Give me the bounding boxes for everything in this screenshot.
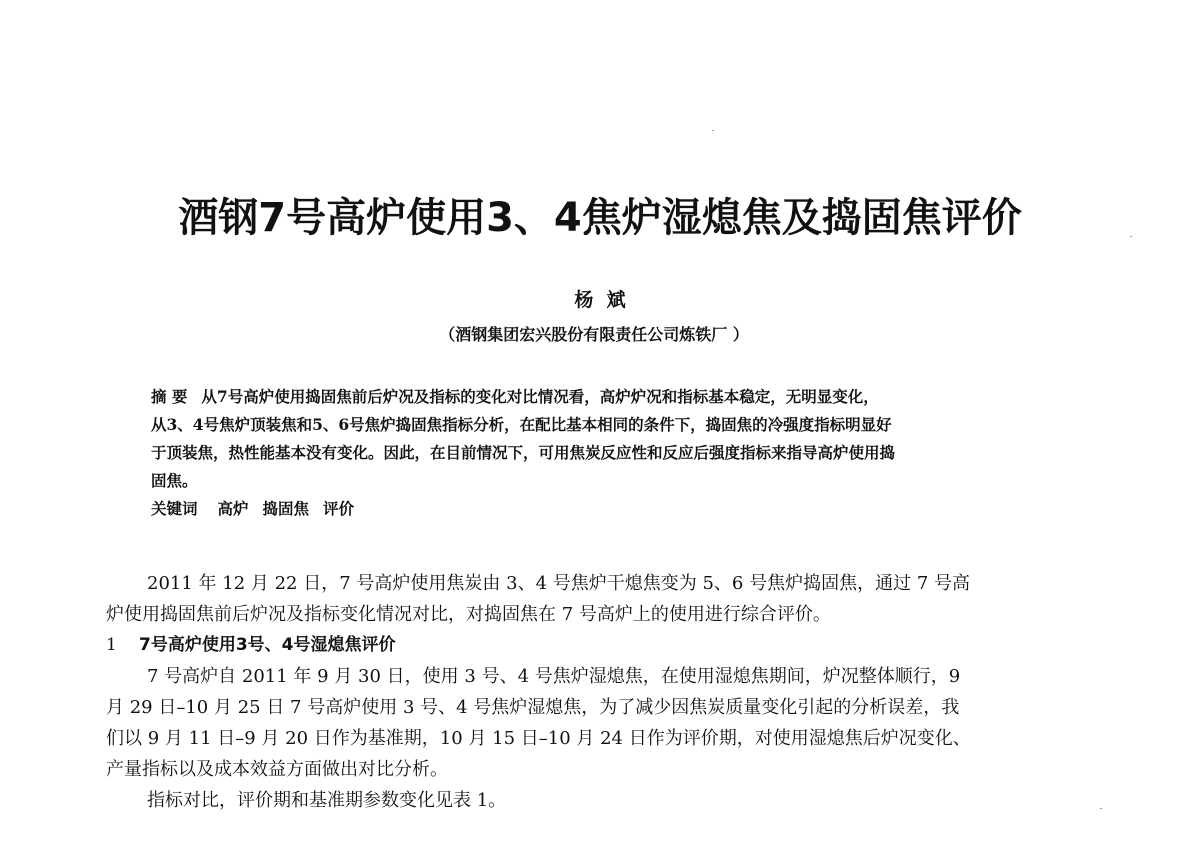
paper-title: 酒钢7号高炉使用3、4焦炉湿熄焦及捣固焦评价 (178, 195, 1022, 241)
paragraph-line: 2011 年 12 月 22 日，7 号高炉使用焦炭由 3、4 号焦炉干熄焦变为 5、6 号焦炉捣固焦，通过 7 号高 (147, 573, 970, 594)
abstract-line: 于顶装焦，热性能基本没有变化。因此，在目前情况下，可用焦炭反应性和反应后强度指标来指导高炉使用捣 (151, 443, 896, 462)
keywords-line (151, 495, 1051, 523)
scan-speck (712, 130, 714, 131)
abstract-label: 摘 要 (151, 387, 188, 406)
section-number: 1 (106, 635, 117, 655)
paragraph-line: 7 号高炉自 2011 年 9 月 30 日，使用 3 号、4 号焦炉湿熄焦，在使用湿熄焦期间，炉况整体顺行，9 (147, 666, 961, 687)
author-name: 杨 斌 (574, 289, 626, 311)
paragraph-line: 指标对比，评价期和基准期参数变化见表 1。 (147, 790, 507, 811)
abstract-text: 从7号高炉使用捣固焦前后炉况及指标的变化对比情况看，高炉炉况和指标基本稳定，无明显变化， (201, 387, 879, 406)
abstract-line: 从3、4号焦炉顶装焦和5、6号焦炉捣固焦指标分析，在配比基本相同的条件下，捣固焦的冷强度指标明显好 (151, 415, 892, 434)
paragraph-line: 炉使用捣固焦前后炉况及指标变化情况对比，对捣固焦在 7 号高炉上的使用进行综合评价。 (106, 604, 831, 625)
paragraph-line: 月 29 日–10 月 25 日 7 号高炉使用 3 号、4 号焦炉湿熄焦，为了减少因焦炭质量变化引起的分析误差，我 (106, 697, 960, 718)
keyword: 评价 (323, 499, 355, 518)
body-text (106, 568, 1081, 816)
keyword: 高炉 (217, 499, 249, 518)
abstract-line (151, 383, 1051, 411)
paragraph-line: 们以 9 月 11 日–9 月 20 日作为基准期，10 月 15 日–10 月 24 日作为评价期，对使用湿熄焦后炉况变化、 (106, 728, 971, 749)
abstract-line: 固焦。 (151, 471, 198, 490)
author-affiliation: （酒钢集团宏兴股份有限责任公司炼铁厂 ） (439, 325, 749, 344)
paragraph-line: 产量指标以及成本效益方面做出对比分析。 (106, 759, 448, 780)
keywords-label: 关键词 (151, 499, 198, 518)
section-title: 7号高炉使用3号、4号湿熄焦评价 (139, 635, 396, 655)
abstract-block (151, 383, 1051, 523)
scan-speck (1100, 808, 1102, 809)
section-heading (106, 630, 1081, 661)
keyword: 捣固焦 (262, 499, 310, 518)
